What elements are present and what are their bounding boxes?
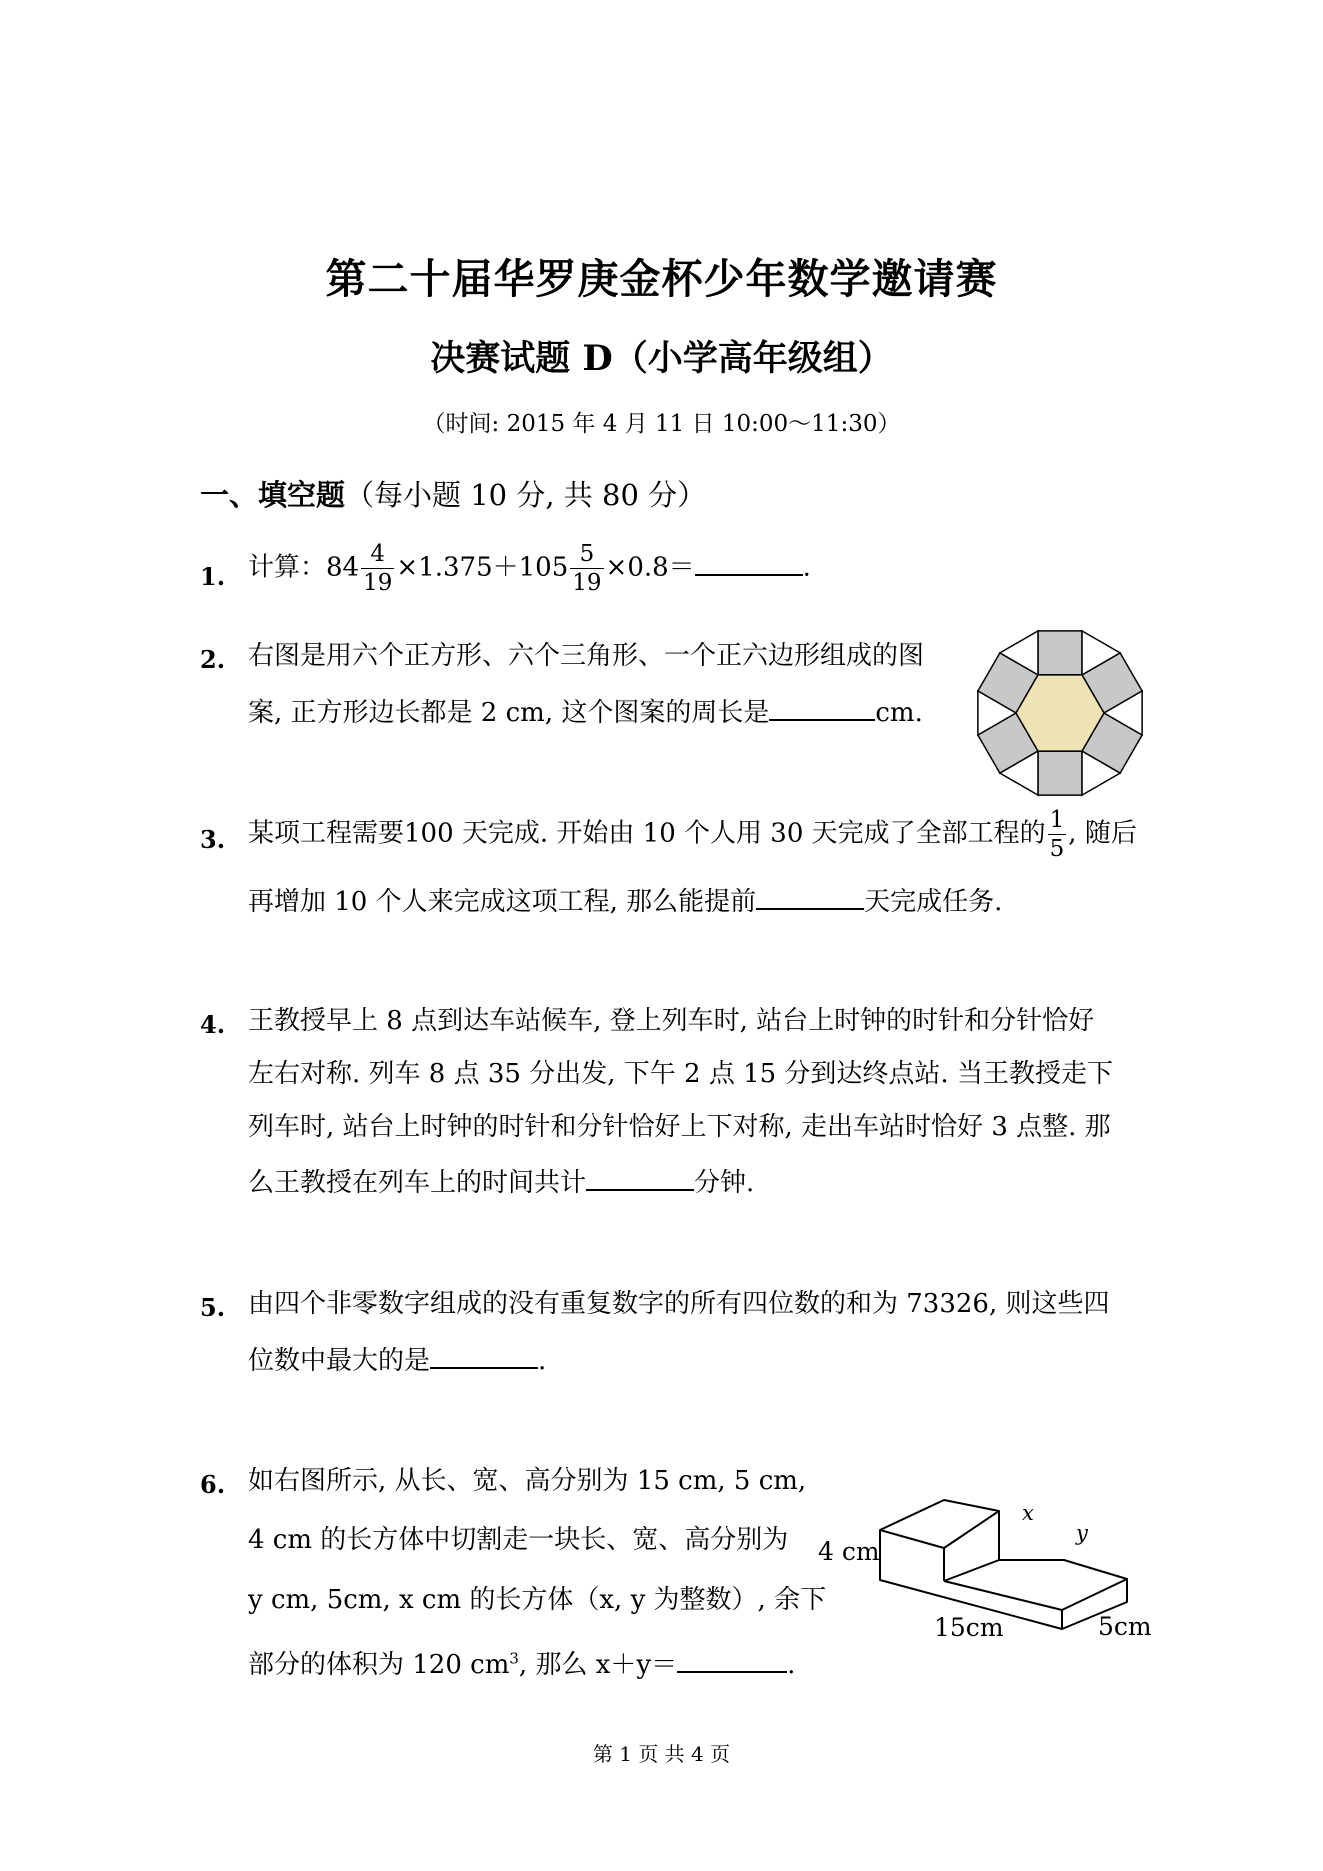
q2-square xyxy=(1038,751,1082,795)
section-heading-rest: （每小题 10 分, 共 80 分） xyxy=(345,478,707,512)
q3-answer-blank[interactable] xyxy=(756,886,864,910)
q3-frac-den: 5 xyxy=(1049,836,1065,862)
q4-line4-post: 分钟. xyxy=(694,1168,755,1198)
q5-line1: 由四个非零数字组成的没有重复数字的所有四位数的和为 73326, 则这些四 xyxy=(248,1289,1110,1319)
q1-fraction-2 xyxy=(570,540,603,597)
q2-line1: 右图是用六个正方形、六个三角形、一个正六边形组成的图 xyxy=(248,641,925,671)
page-subtitle: 决赛试题 D（小学高年级组） xyxy=(430,338,893,379)
q3-line2 xyxy=(248,886,1002,915)
q6-label-length: 15cm xyxy=(934,1613,1004,1642)
page-title: 第二十届华罗庚金杯少年数学邀请赛 xyxy=(325,255,998,303)
q3-line1-pre: 某项工程需要100 天完成. 开始由 10 个人用 30 天完成了全部工程的 xyxy=(248,818,1046,849)
q5-line2-post: . xyxy=(538,1346,547,1376)
q3-frac-num: 1 xyxy=(1049,807,1065,833)
q1-fraction-1 xyxy=(361,540,394,597)
q1-frac1-num: 4 xyxy=(361,540,394,569)
q6-figure xyxy=(812,1480,1162,1655)
q4-line4-pre: 么王教授在列车上的时间共计 xyxy=(248,1168,587,1198)
q2-answer-blank[interactable] xyxy=(769,697,875,721)
q1-frac1-den: 19 xyxy=(363,570,393,596)
q3-line2-post: 天完成任务. xyxy=(864,887,1003,917)
q6-label-height: 4 cm xyxy=(818,1537,880,1566)
q2-line2-post: cm. xyxy=(875,698,923,728)
q1-frac2-num: 5 xyxy=(570,540,603,569)
q3-line1-post: , 随后 xyxy=(1068,818,1137,849)
q5-answer-blank[interactable] xyxy=(430,1345,538,1369)
q6-answer-blank[interactable] xyxy=(677,1649,787,1673)
q2-square xyxy=(1038,631,1082,675)
q6-line4 xyxy=(248,1649,795,1678)
q2-line2 xyxy=(248,697,923,726)
q4-line4 xyxy=(248,1167,754,1196)
q5-number: 5. xyxy=(200,1293,226,1322)
q6-line3: y cm, 5cm, x cm 的长方体（x, y 为整数）, 余下 xyxy=(248,1585,827,1615)
q4-answer-blank[interactable] xyxy=(586,1167,694,1191)
q1-answer-blank[interactable] xyxy=(695,552,803,576)
q6-edges xyxy=(880,1511,1127,1629)
page-footer: 第 1 页 共 4 页 xyxy=(592,1742,731,1766)
q6-label-x: x xyxy=(1022,1501,1034,1525)
q3-number: 3. xyxy=(200,825,226,854)
q1-label: 计算： xyxy=(248,552,327,583)
q4-line1: 王教授早上 8 点到达车站候车, 登上列车时, 站台上时钟的时针和分针恰好 xyxy=(248,1006,1095,1036)
q2-figure xyxy=(965,618,1155,808)
q1-whole1: 84 xyxy=(326,552,360,583)
q4-line3: 列车时, 站台上时钟的时针和分针恰好上下对称, 走出车站时恰好 3 点整. 那 xyxy=(248,1112,1111,1142)
q6-label-width: 5cm xyxy=(1098,1612,1152,1641)
q1-end: . xyxy=(802,552,811,583)
q5-line2-pre: 位数中最大的是 xyxy=(248,1346,431,1376)
q3-line1 xyxy=(248,806,1137,863)
q1-expression xyxy=(248,540,811,597)
q3-line2-pre: 再增加 10 个人来完成这项工程, 那么能提前 xyxy=(248,887,757,917)
q1-number: 1. xyxy=(200,562,226,591)
q4-line2: 左右对称. 列车 8 点 35 分出发, 下午 2 点 15 分到达终点站. 当王教授走下 xyxy=(248,1059,1113,1089)
q6-label-y: y xyxy=(1076,1521,1088,1545)
q1-tail: ×0.8＝ xyxy=(605,552,695,583)
q6-line4-mid: , 那么 x＋y＝ xyxy=(518,1650,678,1680)
q1-frac2-den: 19 xyxy=(572,570,602,596)
q6-line4-sup: 3 xyxy=(509,1649,519,1668)
q6-solid-outline xyxy=(880,1500,1127,1629)
q2-line2-pre: 案, 正方形边长都是 2 cm, 这个图案的周长是 xyxy=(248,698,770,728)
q6-line2: 4 cm 的长方体中切割走一块长、宽、高分别为 xyxy=(248,1525,789,1555)
q6-line4-pre: 部分的体积为 120 cm xyxy=(248,1650,510,1680)
q6-line4-post: . xyxy=(787,1650,796,1680)
q5-line2 xyxy=(248,1345,546,1374)
exam-time: （时间: 2015 年 4 月 11 日 10:00～11:30） xyxy=(422,411,901,437)
section-heading xyxy=(200,473,706,514)
section-heading-bold: 一、填空题 xyxy=(200,478,346,512)
q6-line1: 如右图所示, 从长、宽、高分别为 15 cm, 5 cm, xyxy=(248,1466,807,1496)
q2-number: 2. xyxy=(200,645,226,674)
q4-number: 4. xyxy=(200,1010,226,1039)
q6-number: 6. xyxy=(200,1470,226,1499)
q3-fraction xyxy=(1048,806,1067,863)
q1-mid: ×1.375＋105 xyxy=(396,552,569,583)
